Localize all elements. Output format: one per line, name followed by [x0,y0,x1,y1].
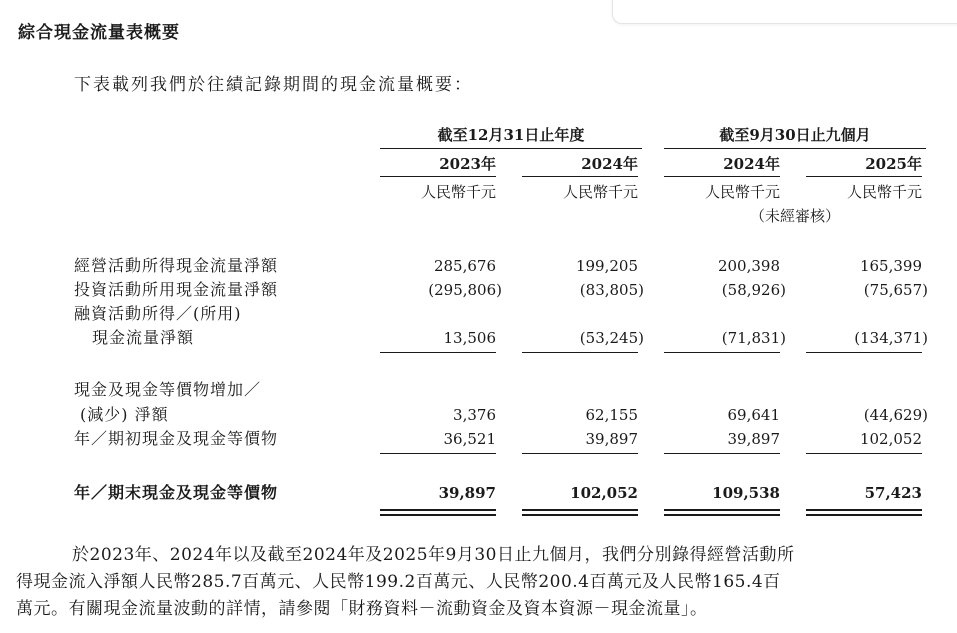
row-label-investing: 投資活動所用現金流量淨額 [74,280,279,299]
double-underline-1 [380,509,496,516]
year-underline-1 [380,176,496,177]
year-header-2: 2024年 [581,155,638,173]
row-label-closing-cash: 年／期末現金及現金等價物 [74,483,279,502]
cell-closing-2024-9m: 109,538 [712,484,780,502]
subtotal-line-1 [380,352,496,353]
total-line-3 [664,453,780,454]
group1-underline [380,148,642,149]
cell-net-change-2023: 3,376 [453,406,496,424]
cell-operating-2024: 199,205 [575,257,638,275]
cell-closing-2024: 102,052 [570,484,638,502]
group2-underline [664,148,926,149]
cell-investing-2025-9m: (75,657) [863,281,928,299]
cell-investing-2024: (83,805) [579,281,644,299]
subtotal-line-2 [522,352,638,353]
cell-opening-2023: 36,521 [443,430,496,448]
cell-net-change-2025-9m: (44,629) [863,406,928,424]
row-label-net-change: 現金及現金等價物增加／ [74,380,262,399]
unit-header-4: 人民幣千元 [846,183,922,201]
year-header-4: 2025年 [865,155,922,173]
total-line-4 [806,453,922,454]
row-label-net-change-cont: (減少) 淨額 [80,405,169,424]
cell-operating-2025-9m: 165,399 [859,257,922,275]
cell-net-change-2024-9m: 69,641 [727,406,780,424]
row-label-financing-cont: 現金流量淨額 [92,328,195,347]
double-underline-4 [806,509,922,516]
year-header-1: 2023年 [439,155,496,173]
row-label-financing: 融資活動所得／(所用) [74,304,242,323]
cell-opening-2025-9m: 102,052 [859,430,922,448]
header-group-nine-months: 截至9月30日止九個月 [719,126,871,144]
unit-header-1: 人民幣千元 [420,183,496,201]
year-underline-2 [522,176,638,177]
unaudited-note: （未經審核） [749,207,840,225]
cell-financing-2025-9m: (134,371) [854,329,928,347]
unit-header-3: 人民幣千元 [704,183,780,201]
year-underline-3 [664,176,780,177]
total-line-2 [522,453,638,454]
cell-investing-2024-9m: (58,926) [721,281,786,299]
header-group-year: 截至12月31日止年度 [437,126,585,144]
unit-header-2: 人民幣千元 [562,183,638,201]
row-label-opening-cash: 年／期初現金及現金等價物 [74,429,279,448]
subtotal-line-3 [664,352,780,353]
paragraph-line-1: 於2023年、2024年以及截至2024年及2025年9月30日止九個月，我們分別錄得經營活動所 [72,545,795,565]
intro-text: 下表載列我們於往績記錄期間的現金流量概要： [74,75,473,95]
double-underline-3 [664,509,780,516]
cell-financing-2024: (53,245) [579,329,644,347]
total-line-1 [380,453,496,454]
double-underline-2 [522,509,638,516]
cell-investing-2023: (295,806) [428,281,502,299]
subtotal-line-4 [806,352,922,353]
paragraph-line-3: 萬元。有關現金流量波動的詳情，請參閱「財務資料－流動資金及資本資源－現金流量」。 [16,599,708,619]
cell-operating-2024-9m: 200,398 [717,257,780,275]
year-underline-4 [806,176,922,177]
overlay-card-edge [612,0,957,24]
row-label-operating: 經營活動所得現金流量淨額 [74,256,279,275]
paragraph-line-2: 得現金流入淨額人民幣285.7百萬元、人民幣199.2百萬元、人民幣200.4百萬元及人民幣165.4百 [16,572,781,592]
cell-financing-2024-9m: (71,831) [721,329,786,347]
cell-financing-2023: 13,506 [443,329,496,347]
cell-operating-2023: 285,676 [433,257,496,275]
summary-paragraph [16,542,941,623]
cell-closing-2023: 39,897 [438,484,496,502]
cell-closing-2025-9m: 57,423 [864,484,922,502]
cell-opening-2024-9m: 39,897 [727,430,780,448]
year-header-3: 2024年 [723,155,780,173]
cell-opening-2024: 39,897 [585,430,638,448]
section-title: 綜合現金流量表概要 [18,23,180,43]
cell-net-change-2024: 62,155 [585,406,638,424]
